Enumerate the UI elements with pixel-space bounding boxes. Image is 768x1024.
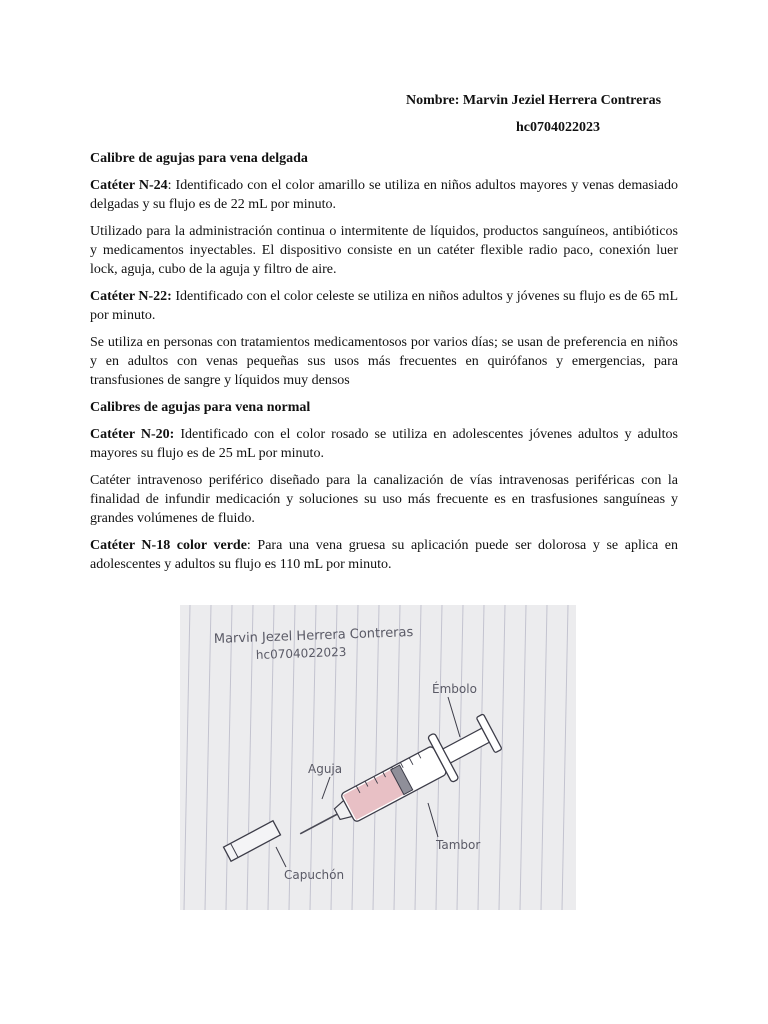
catheter-label: Catéter N-20: bbox=[90, 427, 175, 442]
section-heading-thin-vein: Calibre de agujas para vena delgada bbox=[90, 151, 308, 166]
label-capuchon: Capuchón bbox=[284, 868, 345, 882]
paragraph-text: Se utiliza en personas con tratamientos medicamentosos por varios días; se usan de preferencia en niños y en adultos con venas pequeñas sus usos más frecuentes en quirófanos y emergencias, para transfusiones de sangre y líquidos muy densos bbox=[90, 335, 678, 388]
paragraph bbox=[90, 222, 678, 279]
section-heading-normal-vein: Calibres de agujas para vena normal bbox=[90, 400, 311, 415]
student-code: hc0704022023 bbox=[516, 120, 600, 135]
drawing-author-name: Marvin Jezel Herrera Contreras bbox=[213, 625, 414, 647]
label-tambor: Tambor bbox=[436, 838, 481, 852]
syringe-drawing bbox=[180, 605, 576, 910]
paragraph-text: Utilizado para la administración continua o intermitente de líquidos, productos sanguíneos, antibióticos y medicamentos inyectables. El dispositivo consiste en un catéter flexible radio paco, conexión luer lock, aguja, cubo de la aguja y filtro de aire. bbox=[90, 224, 678, 277]
catheter-label: Catéter N-18 color verde bbox=[90, 538, 247, 553]
catheter-label: Catéter N-24 bbox=[90, 178, 168, 193]
paragraph-text: : Identificado con el color amarillo se utiliza en niños adultos mayores y venas demasiado delgadas y su flujo es de 22 mL por minuto. bbox=[90, 178, 678, 212]
paragraph bbox=[90, 471, 678, 528]
paragraph-text: Catéter intravenoso periférico diseñado para la canalización de vías intravenosas periféricas con la finalidad de infundir medicación y soluciones su uso más frecuente es en trasfusiones sanguíneas y grandes volúmenes de fluido. bbox=[90, 473, 678, 526]
paragraph bbox=[90, 333, 678, 390]
paragraph bbox=[90, 176, 678, 214]
paragraph bbox=[90, 536, 678, 574]
syringe-drawing-photo bbox=[180, 605, 576, 910]
paragraph-text: Identificado con el color rosado se utiliza en adolescentes jóvenes adultos y adultos mayores su flujo es de 25 mL por minuto. bbox=[90, 427, 678, 461]
student-name: Nombre: Marvin Jeziel Herrera Contreras bbox=[406, 93, 662, 108]
paragraph-text: Identificado con el color celeste se utiliza en niños adultos y jóvenes su flujo es de 65 mL por minuto. bbox=[90, 289, 678, 323]
label-aguja: Aguja bbox=[308, 762, 343, 776]
paragraph bbox=[90, 425, 678, 463]
paragraph bbox=[90, 287, 678, 325]
drawing-author-code: hc0704022023 bbox=[255, 644, 347, 662]
paragraph-text: : Para una vena gruesa su aplicación puede ser dolorosa y se aplica en adolescentes y adultos su flujo es 110 mL por minuto. bbox=[90, 538, 678, 572]
catheter-label: Catéter N-22: bbox=[90, 289, 172, 304]
document-body bbox=[90, 149, 678, 582]
label-embolo: Émbolo bbox=[432, 682, 477, 696]
